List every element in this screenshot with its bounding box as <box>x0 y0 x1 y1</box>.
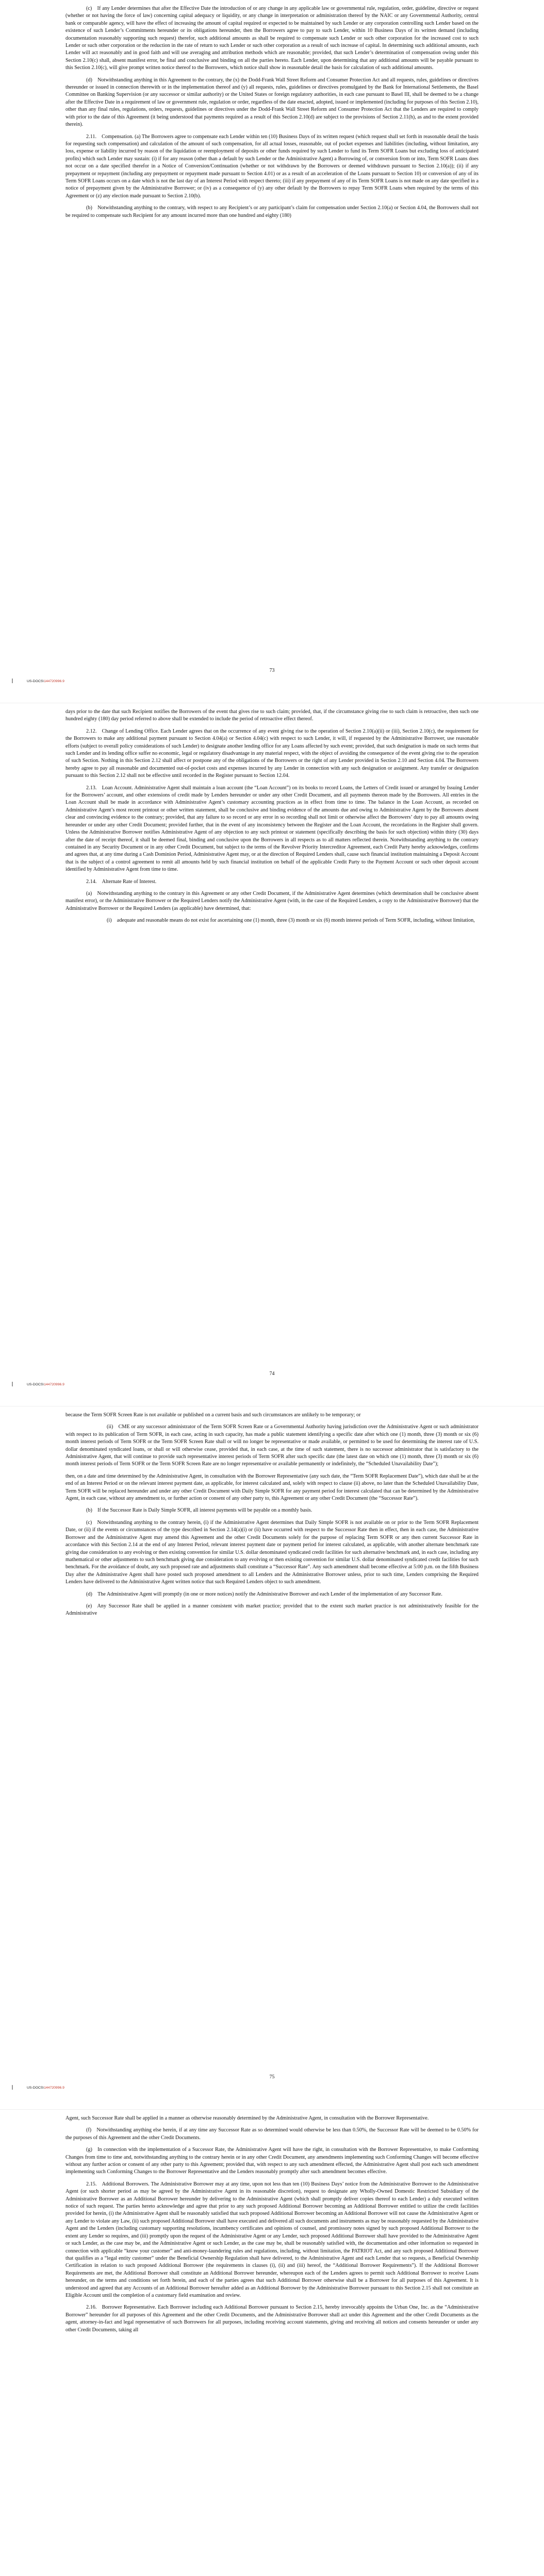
document-page <box>0 2110 544 2576</box>
paragraph: (c) If any Lender determines that after the Effective Date the introduction of or any change in any applicable law or governmental rule, regulation, order, guideline, directive or request (whether or not having the force of law) concerning capital adequacy or liquidity, or any change in interpretation or administration thereof by the NAIC or any Governmental Authority, central bank or comparable agency, will have the effect of increasing the amount of capital required or expected to be maintained by such Lender or any corporation controlling such Lender based on the existence of such Lender’s Commitments hereunder or its obligations hereunder, then the Borrowers agree to pay to such Lender, within 10 Business Days of its written demand (including documentation reasonably supporting such request) therefor, such additional amounts as shall be required to compensate such Lender or such other corporation for the increased cost to such Lender or such other corporation or the reduction in the rate of return to such Lender or such other corporation as a result of such increase of capital. In determining such additional amounts, each Lender will act reasonably and in good faith and will use averaging and attribution methods which are reasonable; provided, that such Lender’s determination of compensation owing under this Section 2.10(c) shall, absent manifest error, be final and conclusive and binding on all the parties hereto. Each Lender, upon determining that any additional amounts will be payable pursuant to this Section 2.10(c), will give prompt written notice thereof to the Borrowers, which notice shall show in reasonable detail the basis for calculation of such additional amounts. <box>65 6 479 71</box>
page-body <box>65 5 479 224</box>
footer-code: 144720996.9 <box>44 2086 64 2090</box>
document-footer <box>27 2086 64 2090</box>
paragraph: (a) Notwithstanding anything to the contrary in this Agreement or any other Credit Document, if the Administrative Agent determines (which determination shall be conclusive absent manifest error), or the Administrative Borrower or the Required Lenders notify the Administrative Agent (with, in the case of the Required Lenders, a copy to the Administrative Borrower) that the Administrative Borrower or the Required Lenders (as applicable) have determined, that: <box>65 890 479 911</box>
page-number: 75 <box>269 2074 275 2080</box>
footer-code: 144720996.9 <box>44 680 64 683</box>
paragraph: (c) Notwithstanding anything to the contrary herein, (i) if the Administrative Agent determines that Daily Simple SOFR is not available on or prior to the Term SOFR Replacement Date, or (ii) if the events or circumstances of the type described in Section 2.14(a)(i) or (ii) have occurred with respect to the Successor Rate then in effect, then in each case, the Administrative Borrower and the Administrative Agent may amend this Agreement and the other Credit Documents solely for the purpose of replacing Term SOFR or any then current Successor Rate in accordance with this Section 2.14 at the end of any Interest Period, relevant interest payment date or payment period for interest calculated, as applicable, with another alternate benchmark rate giving due consideration to any evolving or then existing convention for similar U.S. dollar denominated syndicated credit facilities for such alternative benchmark and, in each case, including any mathematical or other adjustments to such benchmark giving due consideration to any evolving or then existing convention for similar U.S. dollar denominated syndicated credit facilities for such benchmark. For the avoidance of doubt, any such proposed rate and adjustments shall constitute a “Successor Rate”. Any such amendment shall become effective at 5:00 p.m. on the fifth Business Day after the Administrative Agent shall have posted such proposed amendment to all Lenders and the Administrative Borrower unless, prior to such time, Lenders comprising the Required Lenders have delivered to the Administrative Agent written notice that such Required Lenders object to such amendment. <box>65 1519 479 1585</box>
margin-marker <box>12 679 13 683</box>
paragraph: (ii) CME or any successor administrator of the Term SOFR Screen Rate or a Governmental Authority having jurisdiction over the Administrative Agent or such administrator with respect to its publication of Term SOFR, in each case, acting in such capacity, has made a public statement identifying a specific date after which one (1) month, three (3) month or six (6) month interest periods of Term SOFR or the Term SOFR Screen Rate shall or will no longer be representative or made available, or permitted to be used for determining the interest rate of U.S. dollar denominated syndicated loans, or shall or will otherwise cease, provided that, in each case, at the time of such statement, there is no successor administrator that is satisfactory to the Administrative Agent, that will continue to provide such representative interest periods of Term SOFR after such specific date (the latest date on which one (1) month, three (3) month or six (6) month interest periods of Term SOFR or the Term SOFR Screen Rate are no longer representative or available permanently or indefinitely, the “Scheduled Unavailability Date”); <box>65 1424 479 1467</box>
paragraph: then, on a date and time determined by the Administrative Agent, in consultation with the Borrower Representative (any such date, the “Term SOFR Replacement Date”), which date shall be at the end of an Interest Period or on the relevant interest payment date, as applicable, for interest calculated and, solely with respect to clause (ii) above, no later than the Scheduled Unavailability Date, Term SOFR will be replaced hereunder and under any other Credit Document with Daily Simple SOFR for any payment period for interest calculated that can be determined by the Administrative Agent, in each case, without any amendment to, or further action or consent of any other party to, this Agreement or any other Credit Document (the “Successor Rate”). <box>65 1473 479 1502</box>
page-body <box>65 708 479 929</box>
margin-marker <box>12 1382 13 1386</box>
margin-marker <box>12 2085 13 2090</box>
paragraph: 2.12. Change of Lending Office. Each Lender agrees that on the occurrence of any event giving rise to the operation of Section 2.10(a)(ii) or (iii), Section 2.10(c), the requirement for the Borrowers to make any additional payment pursuant to Section 4.04(a) or Section 4.04(c) with respect to such Lender, it will, if requested by the Administrative Borrower, use reasonable efforts (subject to overall policy considerations of such Lender) to designate another lending office for any Loans affected by such event; provided, that such designation is made on such terms that such Lender and its lending office suffer no economic, legal or regulatory disadvantage in any material respect, with the object of avoiding the consequence of the event giving rise to the operation of such Section. Nothing in this Section 2.12 shall affect or postpone any of the obligations of the Borrowers or the right of any Lender provided in Section 2.10 and Section 4.04. The Borrowers hereby agree to pay all reasonable and documented out-of-pocket costs and expenses incurred by any Lender in connection with any such designation or assignment. Any transfer or designation pursuant to this Section 2.12 shall not be effective until recorded in the Register pursuant to Section 12.04. <box>65 728 479 779</box>
paragraph: (d) The Administrative Agent will promptly (in one or more notices) notify the Administrative Borrower and each Lender of the implementation of any Successor Rate. <box>86 1591 442 1597</box>
paragraph: (b) If the Successor Rate is Daily Simple SOFR, all interest payments will be payable on a monthly basis. <box>86 1507 312 1514</box>
section-heading: 2.14. Alternate Rate of Interest. <box>86 878 157 885</box>
document-footer <box>27 1383 64 1386</box>
paragraph: (d) Notwithstanding anything in this Agreement to the contrary, the (x) the Dodd-Frank Wall Street Reform and Consumer Protection Act and all requests, rules, guidelines or directives thereunder or issued in connection therewith or in the implementation thereof and (y) all requests, rules, guidelines or directives promulgated by the Bank for International Settlements, the Basel Committee on Banking Supervision (or any successor or similar authority) or the United States or foreign regulatory authorities, in each case pursuant to Basel III, shall be deemed to be a change after the Effective Date in a requirement of law or government rule, regulation or order, regardless of the date enacted, adopted, issued or implemented (including for purposes of this Section 2.10), other than any final rules, regulations, orders, requests, guidelines or directives under the Dodd-Frank Wall Street Reform and Consumer Protection Act that the Lenders are required to comply with prior to the date of this Agreement (it being understood that payments required as a result of this Section 2.10(d) are subject to the provisions of Section 2.11(h), as and to the extent provided therein). <box>65 77 479 128</box>
page-body <box>65 1412 479 1622</box>
paragraph: (g) In connection with the implementation of a Successor Rate, the Administrative Agent will have the right, in consultation with the Borrower Representative, to make Conforming Changes from time to time and, notwithstanding anything to the contrary herein or in any other Credit Document, any amendments implementing such Conforming Changes will become effective without any further action or consent of any other party to this Agreement; provided that, with respect to any such amendment effected, the Administrative Agent shall post each such amendment implementing such Conforming Changes to the Borrower Representative and the Lenders reasonably promptly after such amendment becomes effective. <box>65 2147 479 2175</box>
footer-code: 144720996.9 <box>44 1383 64 1386</box>
document-page <box>0 0 544 703</box>
footer-prefix: US-DOCS\ <box>27 1383 44 1386</box>
paragraph: (b) Notwithstanding anything to the contrary, with respect to any Recipient’s or any participant’s claim for compensation under Section 2.10(a) or Section 4.04, the Borrowers shall not be required to compensate such Recipient for any amount incurred more than one hundred and eighty (180) <box>65 205 479 218</box>
paragraph: (f) Notwithstanding anything else herein, if at any time any Successor Rate as so determined would otherwise be less than 0.50%, the Successor Rate will be deemed to be 0.50% for the purposes of this Agreement and the other Credit Documents. <box>65 2127 479 2141</box>
paragraph: (e) Any Successor Rate shall be applied in a manner consistent with market practice; provided that to the extent such market practice is not administratively feasible for the Administrative <box>65 1603 479 1617</box>
page-number: 73 <box>269 668 275 673</box>
document-page <box>0 703 544 1406</box>
footer-prefix: US-DOCS\ <box>27 2086 44 2090</box>
paragraph: 2.16. Borrower Representative. Each Borrower including each Additional Borrower pursuant to Section 2.15, hereby irrevocably appoints the Urban One, Inc. as the “Administrative Borrower” hereunder for all purposes of this Agreement and the other Credit Documents, and the Administrative Borrower shall act under this Agreement and the other Credit Documents as the agent, attorney-in-fact and legal representative of such Borrowers for all purposes, including receiving account statements, giving and receiving all notices and consents hereunder or under any other Credit Documents, taking all <box>65 2304 479 2333</box>
document-page <box>0 1406 544 2110</box>
page-body <box>65 2115 479 2338</box>
paragraph: 2.15. Additional Borrowers. The Administrative Borrower may at any time, upon not less than ten (10) Business Days’ notice from the Administrative Borrower to the Administrative Agent (or such shorter period as may be agreed by the Administrative Agent in its reasonable discretion), request to designate any Wholly-Owned Domestic Restricted Subsidiary of the Administrative Borrower as an Additional Borrower hereunder by delivering to the Administrative Agent (which shall promptly deliver copies thereof to each Lender) a duly executed written notice of such request. The parties hereto acknowledge and agree that prior to any such proposed Additional Borrower becoming an Additional Borrower entitled to utilize the credit facilities provided for herein, (i) the Administrative Agent shall be reasonably satisfied that such proposed Additional Borrower becoming an Additional Borrower will not cause the Administrative Agent or any Lender to violate any Law, (ii) such proposed Additional Borrower shall have executed and delivered all such documents and instruments as may be reasonably requested by the Administrative Agent and the Lenders (including customary supporting resolutions, incumbency certificates and opinions of counsel, and promissory notes signed by such proposed Additional Borrower to the extent any Lender so requires, and (iii) promptly upon the request of the Administrative Agent or any Lender, such proposed Additional Borrower shall have provided to the Administrative Agent or such Lender, as the case may be, and the Administrative Agent or such Lender, as the case may be, shall be reasonably satisfied with, the documentation and other information so requested in connection with applicable “know your customer” and anti-money-laundering rules and regulations, including, without limitation, the PATRIOT Act, and any such proposed Additional Borrower that qualifies as a “legal entity customer” under the Beneficial Ownership Regulation shall have delivered, to the Administrative Agent and each Lender that so requests, a Beneficial Ownership Certification in relation to such proposed Additional Borrower (the requirements in clauses (i), (ii) and (iii) hereof, the “Additional Borrower Requirements”). If the Additional Borrower Requirements are met, the Additional Borrower shall constitute an Additional Borrower hereunder, whereupon each of the Lenders agrees to permit such Additional Borrower to receive Loans hereunder, on the terms and conditions set forth herein, and each of the parties agrees that such Additional Borrower otherwise shall be a Borrower for all purposes of this Agreement. It is understood and agreed that any Accounts of an Additional Borrower hereafter added as an Additional Borrower by the Administrative Borrower pursuant to this Section 2.15 shall not constitute an Eligible Account until the completion of a customary field examination and review. <box>65 2181 479 2298</box>
paragraph: (i) adequate and reasonable means do not exist for ascertaining one (1) month, three (3) month or six (6) month interest periods of Term SOFR, including, without limitation, <box>107 918 475 924</box>
paragraph: Agent, such Successor Rate shall be applied in a manner as otherwise reasonably determined by the Administrative Agent, in consultation with the Borrower Representative. <box>65 2115 429 2121</box>
paragraph: because the Term SOFR Screen Rate is not available or published on a current basis and such circumstances are unlikely to be temporary; or <box>65 1412 361 1418</box>
document-footer <box>27 680 64 683</box>
footer-prefix: US-DOCS\ <box>27 680 44 683</box>
paragraph: 2.13. Loan Account. Administrative Agent shall maintain a loan account (the “Loan Account”) on its books to record Loans, the Letters of Credit issued or arranged by Issuing Lender for the Borrowers’ account, and other extensions of credit made by Lenders hereunder or under any other Credit Document, and all payments thereon made by the Borrowers. All entries in the Loan Account shall be made in accordance with Administrative Agent’s customary accounting practices as in effect from time to time. The balance in the Loan Account, as recorded on Administrative Agent’s most recent printout or other written statement, shall be conclusive and binding evidence of the amounts due and owing to Administrative Agent by the Borrowers absent clear and convincing evidence to the contrary; provided, that any failure to so record or any error in so recording shall not limit or otherwise affect the Borrowers’ duty to pay all amounts owing hereunder or under any other Credit Document; provided further, that in the event of any inconsistency between the Register and the Loan Account, the recordations in the Register shall govern. Unless the Administrative Borrower notifies Administrative Agent of any objection to any such printout or statement (specifically describing the basis for such objection) within thirty (30) days after the date of receipt thereof, it shall be deemed final, binding and conclusive upon the Borrowers in all respects as to all matters reflected therein. Notwithstanding anything to the contrary contained in any Security Document or in any other Credit Document, but subject to the terms of the Revolver Priority Intercreditor Agreement, each Credit Party hereby acknowledges, confirms and agrees that, at any time during a Cash Dominion Period, Administrative Agent may, or at the direction of Required Lenders shall, cause such financial institution maintaining a Deposit Account that is the subject of a control agreement to remit all amounts held by such financial institution on behalf of the applicable Credit Party to the Payment Account or such other deposit account identified by Administrative Agent from time to time. <box>65 785 479 873</box>
page-number: 74 <box>269 1371 275 1377</box>
paragraph: 2.11. Compensation. (a) The Borrowers agree to compensate each Lender within ten (10) Business Days of its written request (which request shall set forth in reasonable detail the basis for requesting such compensation) and calculation of the amount of such compensation, for all actual losses, reasonable, out of pocket expenses and liabilities (including, without limitation, any loss, expense or liability incurred by reason of the liquidation or reemployment of deposits or other funds required by such Lender to fund its Term SOFR Loans but excluding loss of anticipated profits) which such Lender may sustain: (i) if for any reason (other than a default by such Lender or the Administrative Agent) a Borrowing of, or conversion from or into, Term SOFR Loans does not occur on a date specified therefor in a Notice of Conversion/Continuation (whether or not withdrawn by the Borrowers or deemed withdrawn pursuant to Section 2.10(a)); (ii) if any prepayment or repayment (including any prepayment or repayment made pursuant to Section 4.01) or as a result of an acceleration of the Loans pursuant to Section 10) or conversion of any of its Term SOFR Loans occurs on a date which is not the last day of an Interest Period with respect thereto; (iii) if any prepayment of any of its Term SOFR Loans is not made on any date specified in a notice of prepayment given by the Administrative Borrower; or (iv) as a consequence of (y) any other default by the Borrowers to repay Term SOFR Loans when required by the terms of this Agreement or (z) any election made pursuant to Section 2.10(b). <box>65 133 479 199</box>
paragraph: days prior to the date that such Recipient notifies the Borrowers of the event that gives rise to such claim; provided, that, if the circumstance giving rise to such claim is retroactive, then such one hundred eighty (180) day period referred to above shall be extended to include the period of retroactive effect thereof. <box>65 709 479 722</box>
